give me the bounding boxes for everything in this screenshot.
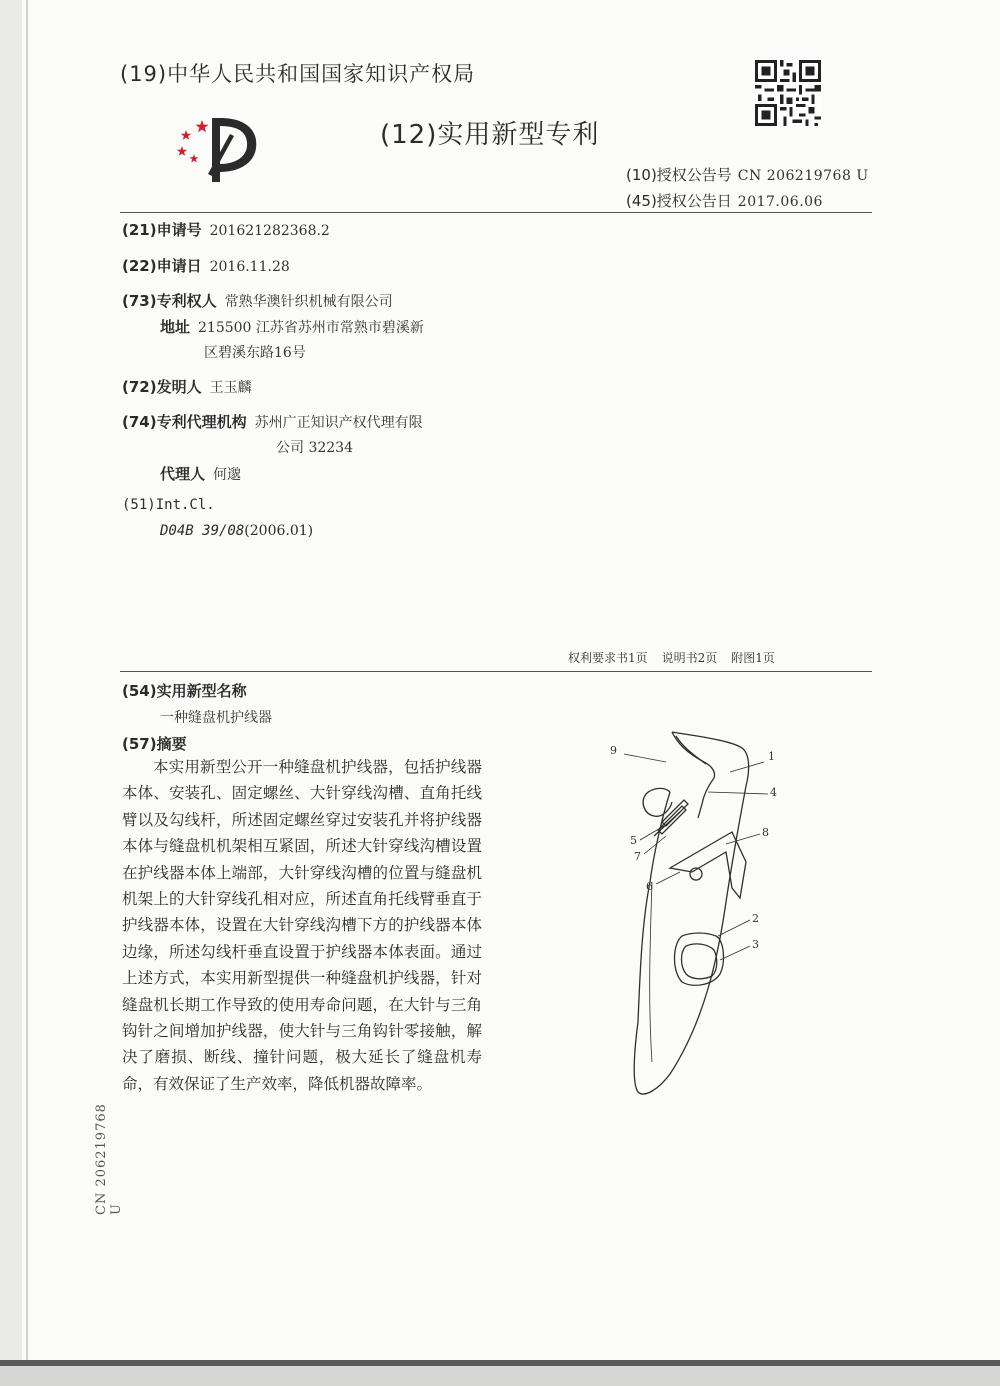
- drawing-label-1: 1: [768, 750, 775, 763]
- pub-date-row: [626, 190, 823, 211]
- qr-code: [755, 60, 821, 126]
- section-rule: [120, 671, 872, 672]
- inventor-row: [122, 376, 252, 397]
- page-count-info: [568, 649, 789, 666]
- pub-number-label: (10)授权公告号: [626, 166, 732, 184]
- address-line-2: 区碧溪东路16号: [204, 345, 306, 361]
- patent-type: (12)实用新型专利: [380, 120, 600, 150]
- intcl-row: [160, 523, 313, 539]
- filing-date-label: (22)申请日: [122, 257, 202, 275]
- claims-pages: 权利要求书1页: [568, 651, 648, 665]
- address-line-1: 215500 江苏省苏州市常熟市碧溪新: [198, 320, 424, 336]
- agent-row: [160, 463, 241, 484]
- description-pages: 说明书2页: [661, 651, 718, 665]
- address-row: [160, 316, 424, 337]
- inventor: 王玉麟: [209, 380, 252, 396]
- drawing-label-3: 3: [752, 938, 759, 951]
- side-publication-number: CN 206219768 U: [94, 1103, 124, 1215]
- drawing-label-4: 4: [770, 786, 777, 799]
- address-label: 地址: [160, 318, 191, 336]
- abstract-text: 本实用新型公开一种缝盘机护线器，包括护线器本体、安装孔、固定螺丝、大针穿线沟槽、直角托线臂以及勾线杆，所述固定螺丝穿过安装孔并将护线器本体与缝盘机机架相互紧固，所述大针穿线沟槽设置在护线器本体上端部，大针穿线沟槽的位置与缝盘机机架上的大针穿线孔相对应，所述直角托线臂垂直于护线器本体，设置在大针穿线沟槽下方的护线器本体边缘，所述勾线杆垂直设置于护线器本体表面。通过上述方式，本实用新型提供一种缝盘机护线器，针对缝盘机长期工作导致的使用寿命问题，在大针与三角钩针之间增加护线器，使大针与三角钩针零接触，解决了磨损、断线、撞针问题，极大延长了缝盘机寿命，有效保证了生产效率，降低机器故障率。: [122, 758, 482, 1093]
- office-name: (19)中华人民共和国国家知识产权局: [120, 62, 476, 86]
- drawing-label-8: 8: [762, 826, 769, 839]
- patentee-label: (73)专利权人: [122, 292, 217, 310]
- agency-row: [122, 411, 423, 432]
- abstract-label: (57)摘要: [122, 735, 187, 753]
- intcl-version: (2006.01): [244, 523, 314, 539]
- pub-number-row: [626, 164, 869, 185]
- utility-model-title: 一种缝盘机护线器: [160, 710, 272, 726]
- application-number-row: [122, 219, 330, 240]
- pub-date-label: (45)授权公告日: [626, 192, 732, 210]
- drawings-pages: 附图1页: [731, 651, 775, 665]
- pub-number: CN 206219768 U: [737, 168, 869, 184]
- intcl-code: D04B 39/08: [160, 523, 245, 539]
- agency-line-1: 苏州广正知识产权代理有限: [254, 415, 423, 431]
- agent: 何邈: [213, 467, 242, 483]
- agency-line-2: 公司 32234: [276, 440, 353, 456]
- page-edge: [26, 0, 28, 1360]
- header-rule: [120, 212, 872, 213]
- inventor-label: (72)发明人: [122, 378, 202, 396]
- agent-label: 代理人: [160, 465, 206, 483]
- drawing-label-2: 2: [752, 912, 759, 925]
- pub-date: 2017.06.06: [737, 194, 823, 210]
- patentee-row: [122, 290, 393, 311]
- title-label: (54)实用新型名称: [122, 682, 247, 700]
- intcl-label: (51)Int.Cl.: [122, 497, 215, 513]
- thread-guard-drawing: [600, 722, 800, 1102]
- filing-date-row: [122, 255, 290, 276]
- scan-bottom-margin: [0, 1366, 1000, 1386]
- drawing-label-6: 6: [646, 880, 653, 893]
- agency-label: (74)专利代理机构: [122, 413, 247, 431]
- application-number-label: (21)申请号: [122, 221, 202, 239]
- cnipa-logo: [172, 114, 262, 186]
- filing-date: 2016.11.28: [209, 259, 290, 275]
- drawing-label-5: 5: [630, 834, 637, 847]
- drawing-label-9: 9: [610, 744, 617, 757]
- patentee: 常熟华澳针织机械有限公司: [224, 294, 393, 310]
- application-number: 201621282368.2: [209, 223, 330, 239]
- drawing-label-7: 7: [634, 850, 641, 863]
